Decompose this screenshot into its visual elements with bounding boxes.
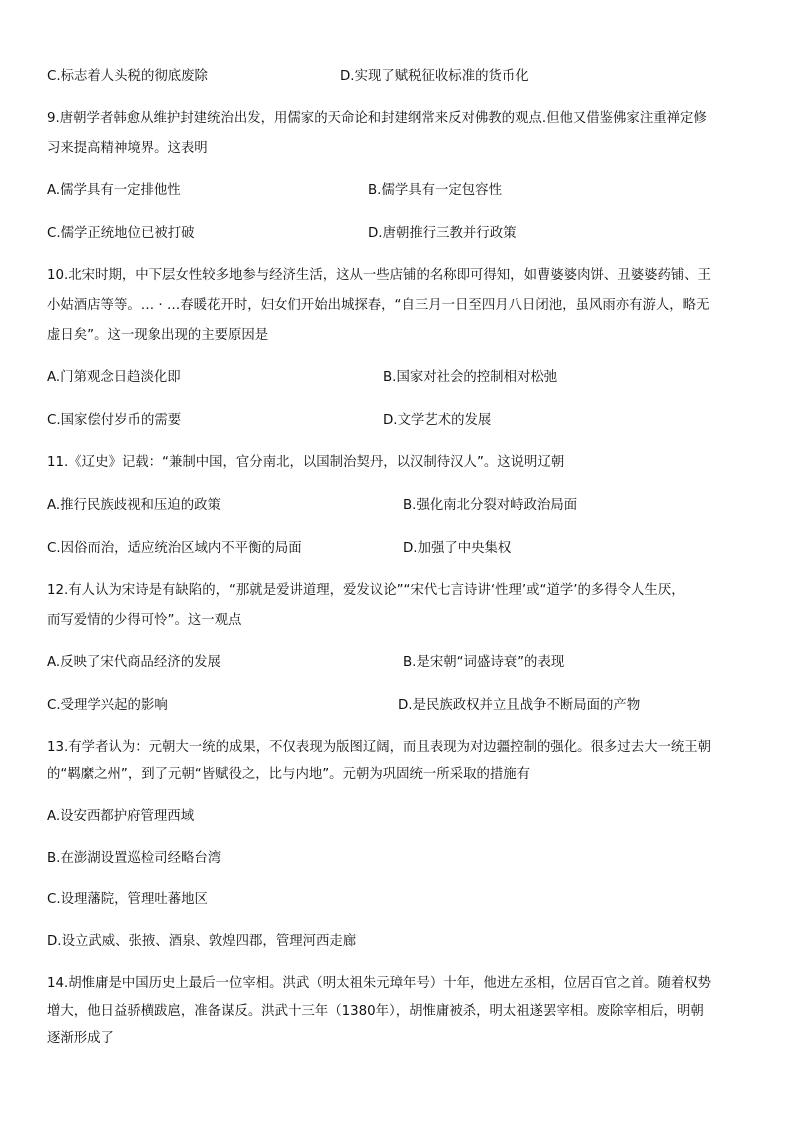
question-13-stem-line-2: 的“羁縻之州”，到了元朝“皆赋役之，比与内地”。元朝为巩固统一所采取的措施有 <box>47 767 531 782</box>
question-12-stem-line-1: 12.有人认为宋诗是有缺陷的，“那就是爱讲道理，爱发议论”“宋代七言诗讲‘性理’或“道学’的多得令人生厌， <box>47 583 685 598</box>
question-13-option-b: B.在澎湖设置巡检司经略台湾 <box>47 851 222 866</box>
question-9-option-b: B.儒学具有一定包容性 <box>368 183 502 198</box>
question-12-stem-line-2: 而写爱情的少得可怜”。这一观点 <box>47 613 242 628</box>
question-12-option-c: C.受理学兴起的影响 <box>47 698 168 713</box>
question-12-option-b: B.是宋朝“词盛诗衰”的表现 <box>403 655 565 670</box>
question-11-option-b: B.强化南北分裂对峙政治局面 <box>403 498 578 513</box>
question-14-stem-line-2: 增大，他日益骄横跋扈，准备谋反。洪武十三年（1380年），胡惟庸被杀，明太祖遂罢宰相。废除宰相后，明朝 <box>47 1004 704 1019</box>
question-10-option-d: D.文学艺术的发展 <box>383 413 492 428</box>
question-11-option-a: A.推行民族歧视和压迫的政策 <box>47 498 221 513</box>
question-10-stem-line-3: 虚日矣”。这一现象出现的主要原因是 <box>47 328 269 343</box>
question-9-option-d: D.唐朝推行三教并行政策 <box>368 226 517 241</box>
question-12-option-d: D.是民族政权并立且战争不断局面的产物 <box>398 698 641 713</box>
question-13-option-d: D.设立武威、张掖、酒泉、敦煌四郡，管理河西走廊 <box>47 934 357 949</box>
question-13-stem-line-1: 13.有学者认为：元朝大一统的成果，不仅表现为版图辽阔，而且表现为对边疆控制的强化。很多过去大一统王朝 <box>47 740 712 755</box>
question-13-option-a: A.设安西都护府管理西域 <box>47 809 195 824</box>
question-9-option-c: C.儒学正统地位已被打破 <box>47 226 195 241</box>
prev-question-option-c: C.标志着人头税的彻底废除 <box>47 69 208 84</box>
prev-question-option-d: D.实现了赋税征收标准的货币化 <box>340 69 529 84</box>
question-14-stem-line-3: 逐渐形成了 <box>47 1031 114 1046</box>
question-9-stem-line-2: 习来提高精神境界。这表明 <box>47 141 208 156</box>
question-9-stem-line-1: 9.唐朝学者韩愈从维护封建统治出发，用儒家的天命论和封建纲常来反对佛教的观点.但他又借鉴佛家注重禅定修 <box>47 111 707 126</box>
question-10-stem-line-2: 小姑酒店等等。… · …春暖花开时，妇女们开始出城探春，“自三月一日至四月八日闭池，虽风雨亦有游人，略无 <box>47 298 710 313</box>
question-13-option-c: C.设理藩院，管理吐蕃地区 <box>47 892 208 907</box>
question-11-option-d: D.加强了中央集权 <box>403 541 512 556</box>
question-10-option-c: C.国家偿付岁币的需要 <box>47 413 182 428</box>
question-11-stem-line-1: 11.《辽史》记载：“兼制中国，官分南北，以国制治契丹，以汉制待汉人”。这说明辽朝 <box>47 455 565 470</box>
question-11-option-c: C.因俗而治，适应统治区域内不平衡的局面 <box>47 541 302 556</box>
question-14-stem-line-1: 14.胡惟庸是中国历史上最后一位宰相。洪武（明太祖朱元璋年号）十年，他进左丞相，位居百官之首。随着权势 <box>47 976 712 991</box>
question-12-option-a: A.反映了宋代商品经济的发展 <box>47 655 221 670</box>
question-10-option-a: A.门第观念日趋淡化即 <box>47 370 181 385</box>
question-10-stem-line-1: 10.北宋时期，中下层女性较多地参与经济生活，这从一些店铺的名称即可得知，如曹婆婆肉饼、丑婆婆药铺、王 <box>47 268 712 283</box>
question-9-option-a: A.儒学具有一定排他性 <box>47 183 181 198</box>
question-10-option-b: B.国家对社会的控制相对松弛 <box>383 370 558 385</box>
